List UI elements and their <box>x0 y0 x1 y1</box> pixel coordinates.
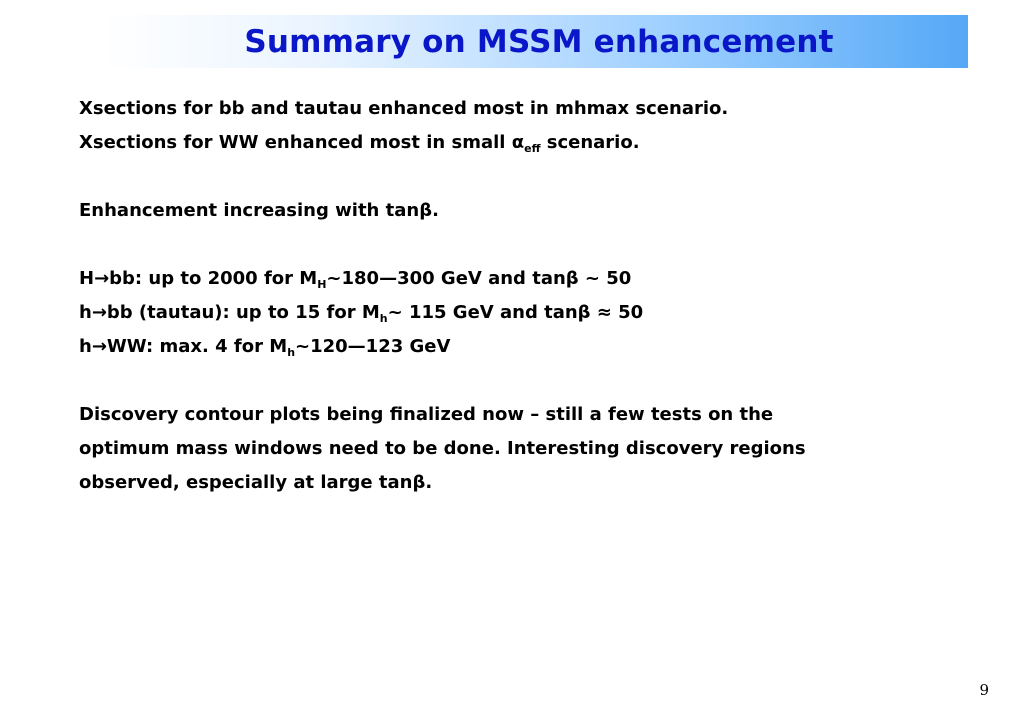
page-number: 9 <box>979 681 989 699</box>
text-line-discovery-2: optimum mass windows need to be done. Interesting discovery regions <box>79 438 806 459</box>
text-line-h-bb-tautau <box>79 296 959 330</box>
subscript: h <box>379 312 388 325</box>
subscript: H <box>317 278 327 291</box>
slide-title: Summary on MSSM enhancement <box>244 23 834 60</box>
text-segment: ~120—123 GeV <box>295 336 451 357</box>
blank-line <box>79 364 959 398</box>
text-segment: h→bb (tautau): up to 15 for M <box>79 302 380 323</box>
text-line-discovery-1: Discovery contour plots being finalized now – still a few tests on the <box>79 404 774 425</box>
text-line-h-ww <box>79 330 959 364</box>
blank-line <box>79 228 959 262</box>
text-segment: ~ 115 GeV and tanβ ≈ 50 <box>387 302 644 323</box>
text-line-xsections-bb: Xsections for bb and tautau enhanced most in mhmax scenario. <box>79 98 729 119</box>
text-line-H-bb <box>79 262 959 296</box>
title-bar <box>102 15 968 68</box>
text-segment: h→WW: max. 4 for M <box>79 336 288 357</box>
text-line-discovery-3: observed, especially at large tanβ. <box>79 472 433 493</box>
text-segment: H→bb: up to 2000 for M <box>79 268 318 289</box>
text-line-enhancement: Enhancement increasing with tanβ. <box>79 200 439 221</box>
text-line-xsections-ww <box>79 126 959 160</box>
text-segment: scenario. <box>540 132 640 153</box>
subscript: eff <box>524 142 541 155</box>
blank-line <box>79 160 959 194</box>
text-segment: Xsections for WW enhanced most in small α <box>79 132 525 153</box>
subscript: h <box>287 346 296 359</box>
slide-body <box>79 92 959 500</box>
text-segment: ~180—300 GeV and tanβ ~ 50 <box>326 268 632 289</box>
